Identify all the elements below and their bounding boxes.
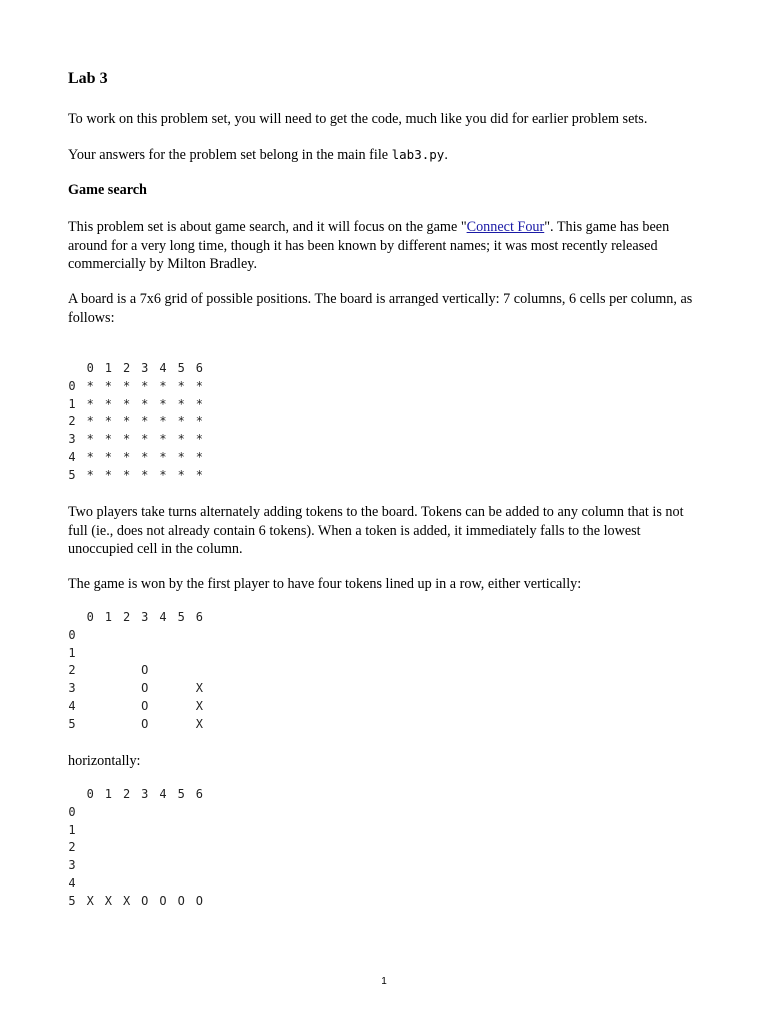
token-o: O — [177, 893, 185, 908]
rules-paragraph: Two players take turns alternately adding tokens to the board. Tokens can be added to any column that is not full (ie., does not already contain 6 tokens). When a token is added, it immediately falls to the lowest unoccupied cell in the column. — [68, 504, 684, 557]
empty-cell: * — [159, 450, 167, 464]
empty-cell: * — [141, 432, 149, 447]
column-label: 3 — [141, 361, 149, 375]
token-x: X — [122, 893, 131, 908]
empty-cell: * — [122, 467, 131, 482]
row-label: 4 — [68, 699, 76, 713]
game-desc-text: This problem set is about game search, and it will focus on the game " — [68, 219, 467, 235]
lab-file-code: lab3.py — [391, 147, 445, 162]
column-label: 4 — [159, 610, 167, 624]
row-label: 4 — [68, 450, 76, 464]
empty-cell: * — [86, 414, 94, 429]
empty-cell: * — [177, 467, 185, 482]
intro-paragraph: To work on this problem set, you will need to get the code, much like you did for earlier problem sets. — [68, 111, 648, 127]
empty-cell: * — [104, 467, 112, 482]
empty-cell: * — [104, 432, 112, 447]
empty-cell: * — [159, 396, 167, 411]
empty-cell: * — [104, 450, 112, 464]
empty-cell: * — [104, 396, 112, 411]
column-label: 3 — [141, 610, 149, 624]
token-o: O — [141, 893, 149, 908]
column-label: 1 — [104, 361, 112, 375]
row-label: 5 — [68, 893, 76, 908]
column-label: 0 — [86, 361, 94, 375]
token-o: O — [141, 699, 149, 713]
token-o: O — [195, 893, 203, 908]
column-label: 5 — [177, 610, 185, 624]
column-label: 6 — [195, 610, 203, 624]
column-label: 2 — [122, 610, 131, 624]
empty-cell: * — [141, 414, 149, 429]
column-label: 0 — [86, 610, 94, 624]
empty-cell: * — [195, 467, 203, 482]
empty-cell: * — [159, 467, 167, 482]
game-description-paragraph — [68, 218, 698, 274]
row-label: 4 — [68, 876, 76, 890]
column-label: 2 — [122, 787, 131, 801]
column-label: 6 — [195, 361, 203, 375]
section-heading: Game search — [68, 182, 147, 198]
column-label: 0 — [86, 787, 94, 801]
empty-cell: * — [195, 396, 203, 411]
column-label: 4 — [159, 787, 167, 801]
page-title: Lab 3 — [68, 70, 108, 87]
empty-cell: * — [159, 432, 167, 447]
empty-cell: * — [122, 450, 131, 464]
game-desc-text-end: ". This game has been around for a very long time, though it has been known by different names; it was most recently released commercially by Milton Bradley. — [68, 219, 670, 272]
empty-cell: * — [195, 378, 203, 393]
row-label: 1 — [68, 645, 76, 660]
column-label: 2 — [122, 361, 131, 375]
empty-cell: * — [122, 414, 131, 429]
empty-cell: * — [86, 396, 94, 411]
win-condition-paragraph: The game is won by the first player to have four tokens lined up in a row, either vertically: — [68, 576, 582, 592]
empty-cell: * — [141, 467, 149, 482]
row-label: 1 — [68, 822, 76, 837]
token-o: O — [159, 893, 167, 908]
empty-cell: * — [122, 378, 131, 393]
row-label: 2 — [68, 414, 76, 429]
token-x: X — [195, 699, 203, 713]
empty-cell: * — [177, 432, 185, 447]
row-label: 5 — [68, 716, 76, 731]
empty-cell: * — [195, 450, 203, 464]
token-o: O — [141, 681, 149, 696]
empty-cell: * — [141, 396, 149, 411]
empty-cell: * — [195, 414, 203, 429]
token-o: O — [141, 663, 149, 678]
empty-cell: * — [141, 378, 149, 393]
column-label: 6 — [195, 787, 203, 801]
token-x: X — [195, 681, 203, 696]
empty-cell: * — [195, 432, 203, 447]
answers-paragraph — [68, 146, 698, 165]
column-label: 3 — [141, 787, 149, 801]
empty-cell: * — [177, 378, 185, 393]
column-label: 1 — [104, 787, 112, 801]
row-label: 2 — [68, 663, 76, 678]
row-label: 0 — [68, 378, 76, 393]
empty-cell: * — [104, 414, 112, 429]
column-label: 5 — [177, 787, 185, 801]
page-number: 1 — [381, 976, 387, 987]
column-label: 5 — [177, 361, 185, 375]
column-label: 1 — [104, 610, 112, 624]
answers-text: Your answers for the problem set belong in the main file — [68, 147, 392, 163]
empty-cell: * — [159, 378, 167, 393]
empty-cell: * — [159, 414, 167, 429]
empty-cell: * — [177, 396, 185, 411]
row-label: 3 — [68, 432, 76, 447]
horizontal-label: horizontally: — [68, 753, 141, 769]
row-label: 2 — [68, 840, 76, 855]
empty-cell: * — [177, 450, 185, 464]
empty-cell: * — [141, 450, 149, 464]
token-x: X — [86, 893, 94, 908]
row-label: 5 — [68, 467, 76, 482]
connect-four-link[interactable]: Connect Four — [466, 219, 545, 235]
row-label: 1 — [68, 396, 76, 411]
column-label: 4 — [159, 361, 167, 375]
empty-cell: * — [122, 432, 131, 447]
answers-text-end: . — [444, 147, 448, 163]
row-label: 3 — [68, 681, 76, 696]
empty-cell: * — [86, 450, 94, 464]
empty-cell: * — [104, 378, 112, 393]
row-label: 0 — [68, 804, 76, 819]
empty-cell: * — [86, 432, 94, 447]
empty-cell: * — [177, 414, 185, 429]
empty-cell: * — [86, 467, 94, 482]
empty-cell: * — [86, 378, 94, 393]
token-x: X — [195, 716, 203, 731]
token-o: O — [141, 716, 149, 731]
board-description-paragraph: A board is a 7x6 grid of possible positions. The board is arranged vertically: 7 columns, 6 cells per column, as follows: — [68, 291, 693, 326]
empty-cell: * — [122, 396, 131, 411]
row-label: 3 — [68, 858, 76, 873]
token-x: X — [104, 893, 112, 908]
row-label: 0 — [68, 627, 76, 642]
